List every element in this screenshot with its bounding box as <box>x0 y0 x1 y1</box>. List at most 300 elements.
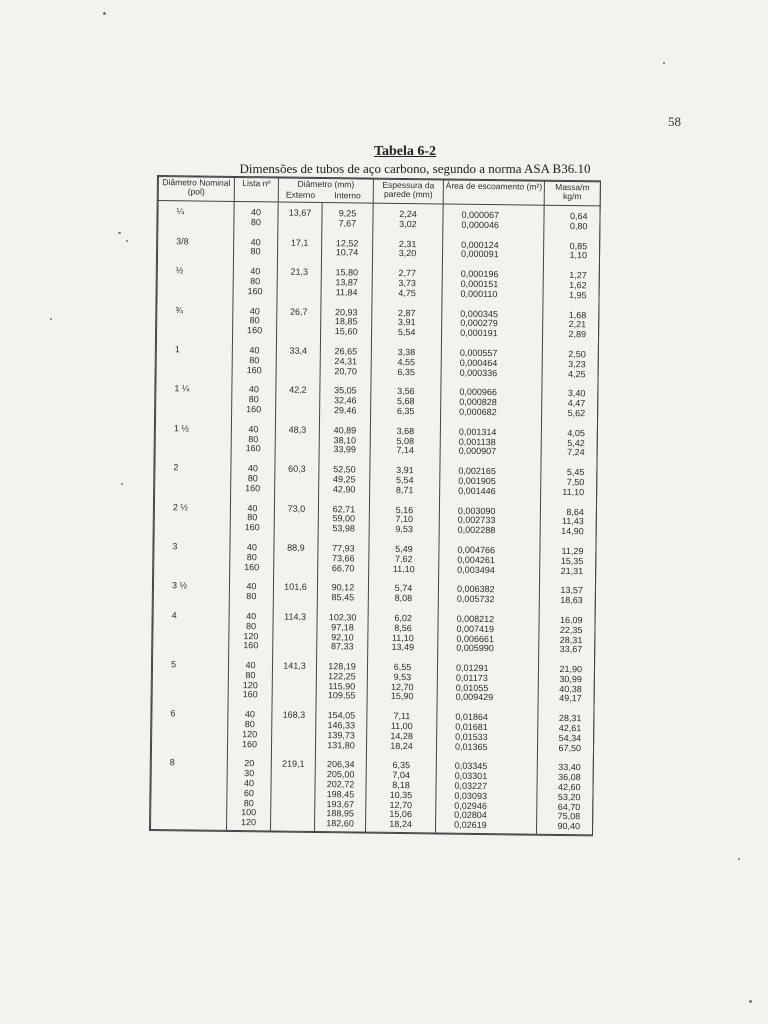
wall-thickness-cell: 11,10 <box>369 564 439 575</box>
mass-cell: 90,40 <box>536 822 592 835</box>
external-diameter-cell <box>272 721 316 731</box>
wall-thickness-cell: 5,54 <box>372 328 442 339</box>
nominal-diameter-cell: 2 <box>155 453 231 474</box>
flow-area-cell: 0,000557 <box>441 338 542 359</box>
mass-cell: 13,57 <box>539 576 595 596</box>
internal-diameter-cell: 35,05 <box>320 376 371 396</box>
mass-cell: 4,25 <box>542 369 598 379</box>
schedule-cell: 40 <box>233 297 277 317</box>
mass-cell: 1,10 <box>543 251 599 261</box>
internal-diameter-cell: 49,25 <box>319 475 370 485</box>
flow-area-cell: 0,004766 <box>439 535 540 556</box>
schedule-cell: 40 <box>231 454 275 474</box>
wall-thickness-cell: 5,16 <box>369 495 439 516</box>
external-diameter-cell <box>276 366 320 376</box>
schedule-cell: 160 <box>228 690 272 700</box>
external-diameter-cell <box>271 770 315 780</box>
flow-area-cell: 0,006382 <box>438 575 539 596</box>
flow-area-cell: 0,000046 <box>443 220 544 231</box>
external-diameter-cell <box>272 671 316 681</box>
external-diameter-cell <box>277 317 321 327</box>
mass-cell: 2,21 <box>543 320 599 330</box>
external-diameter-cell <box>275 484 319 494</box>
header-externo: Externo <box>278 190 322 202</box>
internal-diameter-cell: 92,10 <box>317 632 368 642</box>
schedule-cell: 20 <box>227 749 271 769</box>
wall-thickness-cell: 18,24 <box>366 820 436 833</box>
dimensions-table <box>150 176 601 835</box>
internal-diameter-cell: 20,93 <box>321 298 372 318</box>
mass-cell: 33,67 <box>539 645 595 655</box>
flow-area-cell: 0,002288 <box>439 526 540 537</box>
external-diameter-cell <box>271 799 315 809</box>
schedule-cell: 40 <box>233 257 277 277</box>
table-title: Tabela 6-2 <box>373 144 437 159</box>
header-lista: Lista nº <box>234 177 278 202</box>
internal-diameter-cell: 18,85 <box>321 317 372 327</box>
external-diameter-cell <box>270 819 314 832</box>
scan-speck <box>738 858 740 860</box>
flow-area-cell: 0,000907 <box>440 447 541 458</box>
schedule-cell: 160 <box>227 740 271 750</box>
flow-area-cell: 0,01173 <box>437 673 538 684</box>
internal-diameter-cell: 24,31 <box>320 357 371 367</box>
external-diameter-cell <box>274 524 318 534</box>
internal-diameter-cell: 20,70 <box>320 367 371 377</box>
mass-cell: 28,31 <box>539 635 595 645</box>
nominal-diameter-cell <box>151 817 227 830</box>
flow-area-cell: 0,01681 <box>437 723 538 734</box>
nominal-diameter-cell: 8 <box>151 748 227 769</box>
flow-area-cell: 0,005990 <box>438 644 539 655</box>
external-diameter-cell: 73,0 <box>274 494 318 514</box>
wall-thickness-cell: 5,68 <box>371 397 441 408</box>
flow-area-cell: 0,000336 <box>441 368 542 379</box>
mass-cell: 11,10 <box>541 487 597 497</box>
flow-area-cell: 0,008212 <box>438 604 539 625</box>
mass-cell: 1,68 <box>543 300 599 320</box>
external-diameter-cell: 141,3 <box>272 652 316 672</box>
wall-thickness-cell: 11,10 <box>368 633 438 644</box>
flow-area-cell: 0,000966 <box>441 378 542 399</box>
internal-diameter-cell: 122,25 <box>316 672 367 682</box>
pipe-dimensions-table <box>149 175 601 836</box>
external-diameter-cell <box>276 405 320 415</box>
mass-cell: 22,35 <box>539 625 595 635</box>
wall-thickness-cell: 5,54 <box>370 476 440 487</box>
flow-area-cell: 0,03301 <box>436 772 537 783</box>
external-diameter-cell <box>273 622 317 632</box>
flow-area-cell: 0,006661 <box>438 634 539 645</box>
wall-thickness-cell: 6,55 <box>367 653 437 674</box>
mass-cell: 30,99 <box>538 675 594 685</box>
internal-diameter-cell: 128,19 <box>316 652 367 672</box>
wall-thickness-cell: 12,70 <box>367 682 437 693</box>
flow-area-cell: 0,01055 <box>437 683 538 694</box>
external-diameter-cell: 168,3 <box>272 701 316 721</box>
mass-cell: 28,31 <box>538 704 594 724</box>
internal-diameter-cell: 206,34 <box>315 750 366 770</box>
flow-area-cell: 0,003494 <box>439 565 540 576</box>
mass-cell: 7,24 <box>541 448 597 458</box>
schedule-cell: 160 <box>232 365 276 375</box>
scan-speck <box>126 240 128 242</box>
schedule-cell: 80 <box>232 395 276 405</box>
mass-cell: 21,90 <box>538 655 594 675</box>
schedule-cell: 160 <box>231 444 275 454</box>
mass-cell: 33,40 <box>537 753 593 773</box>
internal-diameter-cell: 205,00 <box>315 770 366 780</box>
wall-thickness-cell: 3,91 <box>372 318 442 329</box>
external-diameter-cell <box>276 396 320 406</box>
internal-diameter-cell: 66,70 <box>318 564 369 574</box>
mass-cell: 5,62 <box>542 409 598 419</box>
internal-diameter-cell: 7,67 <box>322 219 373 229</box>
nominal-diameter-cell: 4 <box>153 601 229 622</box>
internal-diameter-cell: 188,95 <box>315 809 366 819</box>
wall-thickness-cell: 3,91 <box>370 456 440 477</box>
mass-cell: 49,17 <box>538 694 594 704</box>
schedule-cell: 80 <box>229 622 273 632</box>
external-diameter-cell: 17,1 <box>278 228 322 248</box>
mass-cell: 36,08 <box>537 773 593 783</box>
schedule-cell: 120 <box>229 631 273 641</box>
flow-area-cell: 0,000196 <box>442 260 543 281</box>
schedule-cell: 120 <box>228 681 272 691</box>
wall-thickness-cell: 5,49 <box>369 535 439 556</box>
wall-thickness-cell: 3,38 <box>371 338 441 359</box>
wall-thickness-cell: 3,02 <box>373 219 443 230</box>
internal-diameter-cell: 193,67 <box>315 800 366 810</box>
external-diameter-cell: 101,6 <box>273 573 317 593</box>
mass-cell: 18,63 <box>539 596 595 606</box>
nominal-diameter-cell: ¾ <box>157 296 233 317</box>
external-diameter-cell <box>278 218 322 228</box>
schedule-cell: 120 <box>226 818 270 831</box>
external-diameter-cell <box>277 248 321 258</box>
schedule-cell: 80 <box>230 513 274 523</box>
schedule-cell: 80 <box>233 316 277 326</box>
mass-cell: 40,38 <box>538 684 594 694</box>
internal-diameter-cell: 87,33 <box>317 642 368 652</box>
mass-cell: 54,34 <box>538 734 594 744</box>
flow-area-cell: 0,01533 <box>437 732 538 743</box>
mass-cell: 75,08 <box>537 812 593 822</box>
mass-cell: 14,90 <box>540 527 596 537</box>
wall-thickness-cell: 6,35 <box>366 751 436 772</box>
flow-area-cell: 0,000464 <box>441 358 542 369</box>
header-area: Área de escoamento (m²) <box>443 180 544 205</box>
mass-cell: 11,43 <box>540 517 596 527</box>
flow-area-cell: 0,000345 <box>442 299 543 320</box>
wall-thickness-cell: 14,28 <box>367 731 437 742</box>
nominal-diameter-cell: 1 <box>156 335 232 356</box>
external-diameter-cell <box>272 730 316 740</box>
internal-diameter-cell: 12,52 <box>322 229 373 249</box>
schedule-cell: 40 <box>230 493 274 513</box>
wall-thickness-cell: 10,35 <box>366 790 436 801</box>
schedule-cell: 160 <box>230 523 274 533</box>
internal-diameter-cell: 10,74 <box>321 248 372 258</box>
internal-diameter-cell: 33,99 <box>319 445 370 455</box>
internal-diameter-cell: 9,25 <box>322 203 373 220</box>
mass-cell: 4,05 <box>541 418 597 438</box>
mass-cell: 1,95 <box>543 291 599 301</box>
nominal-diameter-cell: 3 ½ <box>153 571 229 592</box>
wall-thickness-cell: 11,00 <box>367 722 437 733</box>
nominal-diameter-cell: ½ <box>157 256 233 277</box>
external-diameter-cell <box>273 642 317 652</box>
scan-speck <box>663 62 665 64</box>
external-diameter-cell: 13,67 <box>278 202 322 219</box>
wall-thickness-cell: 7,10 <box>369 515 439 526</box>
nominal-diameter-cell: 5 <box>152 650 228 671</box>
schedule-cell: 80 <box>228 671 272 681</box>
flow-area-cell: 0,000828 <box>441 398 542 409</box>
external-diameter-cell <box>272 681 316 691</box>
flow-area-cell: 0,02804 <box>436 811 537 822</box>
flow-area-cell: 0,03093 <box>436 791 537 802</box>
header-massa: Massa/m kg/m <box>544 181 600 206</box>
header-espessura: Espessura da parede (mm) <box>373 179 443 204</box>
mass-cell: 16,09 <box>539 606 595 626</box>
internal-diameter-cell: 131,80 <box>315 741 366 751</box>
scan-speck <box>103 12 106 15</box>
mass-cell: 3,40 <box>542 379 598 399</box>
internal-diameter-cell: 77,93 <box>318 534 369 554</box>
wall-thickness-cell: 2,77 <box>372 259 442 280</box>
wall-thickness-cell: 8,08 <box>368 594 438 605</box>
schedule-cell: 40 <box>231 415 275 435</box>
external-diameter-cell <box>277 287 321 297</box>
mass-cell: 15,35 <box>540 556 596 566</box>
schedule-cell: 40 <box>229 602 273 622</box>
mass-cell: 53,20 <box>537 793 593 803</box>
wall-thickness-cell: 7,11 <box>367 702 437 723</box>
flow-area-cell: 0,000191 <box>442 329 543 340</box>
flow-area-cell: 0,001314 <box>440 417 541 438</box>
internal-diameter-cell: 90,12 <box>317 573 368 593</box>
scan-speck <box>749 1000 752 1003</box>
schedule-cell: 40 <box>227 779 271 789</box>
internal-diameter-cell: 146,33 <box>316 721 367 731</box>
scan-speck <box>121 483 123 485</box>
internal-diameter-cell: 11,84 <box>321 288 372 298</box>
external-diameter-cell <box>273 632 317 642</box>
external-diameter-cell: 60,3 <box>275 455 319 475</box>
schedule-cell: 40 <box>228 700 272 720</box>
schedule-cell: 40 <box>234 228 278 248</box>
external-diameter-cell <box>275 435 319 445</box>
wall-thickness-cell: 5,74 <box>368 574 438 595</box>
mass-cell: 0,80 <box>544 222 600 232</box>
schedule-cell: 160 <box>233 287 277 297</box>
flow-area-cell: 0,009429 <box>437 693 538 704</box>
internal-diameter-cell: 13,87 <box>321 278 372 288</box>
flow-area-cell: 0,000279 <box>442 319 543 330</box>
flow-area-cell: 0,001905 <box>440 476 541 487</box>
mass-cell: 3,23 <box>542 359 598 369</box>
flow-area-cell: 0,02946 <box>436 801 537 812</box>
internal-diameter-cell: 115,90 <box>316 682 367 692</box>
wall-thickness-cell: 13,49 <box>368 643 438 654</box>
schedule-cell: 160 <box>232 405 276 415</box>
mass-cell: 5,42 <box>541 438 597 448</box>
wall-thickness-cell: 8,18 <box>366 781 436 792</box>
external-diameter-cell <box>274 563 318 573</box>
schedule-cell: 80 <box>234 218 278 228</box>
header-diametro-mm: Diâmetro (mm) <box>278 178 373 192</box>
schedule-cell: 30 <box>227 769 271 779</box>
schedule-cell: 160 <box>230 562 274 572</box>
external-diameter-cell <box>275 474 319 484</box>
flow-area-cell: 0,03227 <box>436 782 537 793</box>
flow-area-cell: 0,005732 <box>438 595 539 606</box>
wall-thickness-cell: 15,06 <box>366 810 436 821</box>
internal-diameter-cell: 53,98 <box>318 524 369 534</box>
mass-cell: 2,50 <box>542 340 598 360</box>
nominal-diameter-cell: 6 <box>152 699 228 720</box>
table-subtitle: Dimensões de tubos de aço carbono, segundo a norma ASA B36.10 <box>239 161 591 176</box>
internal-diameter-cell: 102,30 <box>317 603 368 623</box>
flow-area-cell: 0,003090 <box>439 496 540 517</box>
external-diameter-cell <box>274 514 318 524</box>
scan-speck <box>50 318 52 320</box>
internal-diameter-cell: 32,46 <box>320 396 371 406</box>
wall-thickness-cell: 3,20 <box>373 249 443 260</box>
internal-diameter-cell: 26,65 <box>320 337 371 357</box>
internal-diameter-cell: 202,72 <box>315 780 366 790</box>
external-diameter-cell: 42,2 <box>276 376 320 396</box>
schedule-cell: 100 <box>227 808 271 818</box>
flow-area-cell: 0,000067 <box>443 204 544 222</box>
wall-thickness-cell: 3,68 <box>370 416 440 437</box>
schedule-cell: 40 <box>232 336 276 356</box>
internal-diameter-cell: 29,46 <box>320 406 371 416</box>
external-diameter-cell <box>276 356 320 366</box>
mass-cell: 0,64 <box>544 205 600 222</box>
mass-cell: 1,62 <box>543 281 599 291</box>
header-interno: Interno <box>322 191 373 203</box>
internal-diameter-cell: 62,71 <box>318 495 369 515</box>
flow-area-cell: 0,000091 <box>443 250 544 261</box>
wall-thickness-cell: 4,75 <box>372 288 442 299</box>
flow-area-cell: 0,007419 <box>438 624 539 635</box>
mass-cell: 7,50 <box>541 478 597 488</box>
internal-diameter-cell: 42,90 <box>319 485 370 495</box>
external-diameter-cell: 48,3 <box>275 415 319 435</box>
mass-cell: 64,70 <box>537 802 593 812</box>
flow-area-cell: 0,002165 <box>440 457 541 478</box>
schedule-cell: 80 <box>233 277 277 287</box>
wall-thickness-cell: 12,70 <box>366 800 436 811</box>
flow-area-cell: 0,000682 <box>441 407 542 418</box>
external-diameter-cell <box>272 691 316 701</box>
mass-cell: 67,50 <box>537 743 593 753</box>
external-diameter-cell: 33,4 <box>276 336 320 356</box>
schedule-cell: 80 <box>227 799 271 809</box>
wall-thickness-cell: 3,56 <box>371 377 441 398</box>
external-diameter-cell <box>271 780 315 790</box>
external-diameter-cell <box>271 789 315 799</box>
internal-diameter-cell: 59,00 <box>318 514 369 524</box>
external-diameter-cell <box>271 809 315 819</box>
nominal-diameter-cell: ¼ <box>158 201 234 218</box>
flow-area-cell: 0,000110 <box>442 289 543 300</box>
flow-area-cell: 0,02619 <box>435 821 536 835</box>
external-diameter-cell: 26,7 <box>277 297 321 317</box>
header-diametro-nominal: Diâmetro Nominal (pol) <box>158 177 234 202</box>
flow-area-cell: 0,03345 <box>436 752 537 773</box>
external-diameter-cell <box>274 553 318 563</box>
internal-diameter-cell: 139,73 <box>316 731 367 741</box>
mass-cell: 4,47 <box>542 399 598 409</box>
wall-thickness-cell: 9,53 <box>367 672 437 683</box>
schedule-cell: 80 <box>230 553 274 563</box>
external-diameter-cell: 21,3 <box>277 258 321 278</box>
schedule-cell: 120 <box>228 730 272 740</box>
internal-diameter-cell: 15,80 <box>321 258 372 278</box>
internal-diameter-cell: 85,45 <box>317 593 368 603</box>
external-diameter-cell: 219,1 <box>271 750 315 770</box>
wall-thickness-cell: 6,35 <box>371 367 441 378</box>
flow-area-cell: 0,01365 <box>436 742 537 753</box>
flow-area-cell: 0,001138 <box>440 437 541 448</box>
internal-diameter-cell: 198,45 <box>315 790 366 800</box>
mass-cell: 8,64 <box>540 497 596 517</box>
mass-cell: 2,89 <box>543 330 599 340</box>
page-number: 58 <box>668 114 681 129</box>
schedule-cell: 160 <box>233 326 277 336</box>
wall-thickness-cell: 18,24 <box>366 741 436 752</box>
schedule-cell: 80 <box>228 720 272 730</box>
wall-thickness-cell: 6,35 <box>371 407 441 418</box>
internal-diameter-cell: 182,60 <box>314 819 365 832</box>
mass-cell: 11,29 <box>540 537 596 557</box>
external-diameter-cell <box>277 327 321 337</box>
internal-diameter-cell: 38,10 <box>319 436 370 446</box>
wall-thickness-cell: 4,55 <box>371 357 441 368</box>
external-diameter-cell: 114,3 <box>273 602 317 622</box>
mass-cell: 42,60 <box>537 783 593 793</box>
internal-diameter-cell: 97,18 <box>317 623 368 633</box>
schedule-cell: 40 <box>228 651 272 671</box>
schedule-cell: 160 <box>229 641 273 651</box>
nominal-diameter-cell: 2 ½ <box>154 493 230 514</box>
flow-area-cell: 0,002733 <box>439 516 540 527</box>
schedule-cell: 40 <box>230 533 274 553</box>
wall-thickness-cell: 7,04 <box>366 771 436 782</box>
wall-thickness-cell: 7,14 <box>370 446 440 457</box>
mass-cell: 21,31 <box>540 566 596 576</box>
schedule-cell: 40 <box>234 201 278 218</box>
wall-thickness-cell: 2,87 <box>372 298 442 319</box>
wall-thickness-cell: 3,73 <box>372 279 442 290</box>
flow-area-cell: 0,000151 <box>442 279 543 290</box>
schedule-cell: 40 <box>232 375 276 395</box>
mass-cell: 1,27 <box>543 261 599 281</box>
flow-area-cell: 0,01864 <box>437 703 538 724</box>
nominal-diameter-cell: 1 ¼ <box>156 374 232 395</box>
wall-thickness-cell: 5,08 <box>370 436 440 447</box>
wall-thickness-cell: 8,56 <box>368 623 438 634</box>
schedule-cell: 60 <box>227 789 271 799</box>
wall-thickness-cell: 15,90 <box>367 692 437 703</box>
internal-diameter-cell: 73,66 <box>318 554 369 564</box>
flow-area-cell: 0,01291 <box>437 654 538 675</box>
mass-cell: 5,45 <box>541 458 597 478</box>
flow-area-cell: 0,000124 <box>443 230 544 251</box>
